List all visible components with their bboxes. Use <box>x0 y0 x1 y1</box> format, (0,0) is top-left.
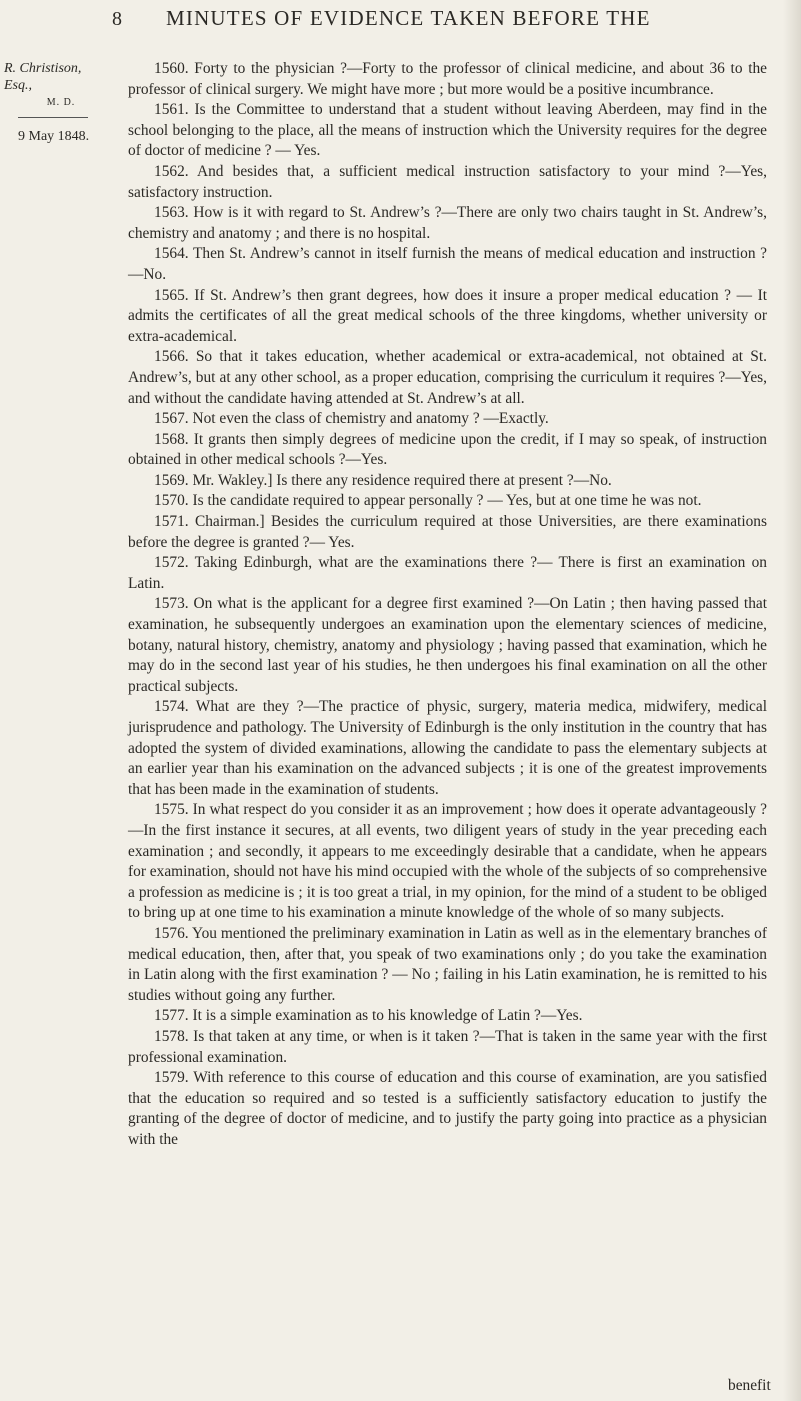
margin-note <box>4 60 104 145</box>
question-1577: 1577. It is a simple examination as to his knowledge of Latin ?—Yes. <box>154 1007 583 1025</box>
question-1576: 1576. You mentioned the preliminary examination in Latin as well as in the elementary branches of medical education, then, after that, you speak of two examinations only ; do you take the examination in Latin along with the first examination ? — No ; failing in his Latin examination, he is remitted to his studies without going any further. <box>128 924 767 1004</box>
question-1575: 1575. In what respect do you consider it as an improvement ; how does it operate advantageously ?—In the first instance it secures, at all events, two diligent years of study in the year preceding each examination ; and secondly, it appears to me exceedingly desirable that a candidate, when he appears for examination, should not have his mind occupied with the whole of the subjects of so comprehensive a profession as medicine is ; it is too great a trial, in my opinion, for the mind of a student to be obliged to bring up at one time to his examination a minute knowledge of the whole of so many subjects. <box>128 801 767 922</box>
question-1564: 1564. Then St. Andrew’s cannot in itself furnish the means of medical education and instruction ?—No. <box>128 245 767 283</box>
evidence-date: 9 May 1848. <box>18 129 90 144</box>
running-head: MINUTES OF EVIDENCE TAKEN BEFORE THE <box>166 6 651 30</box>
margin-divider <box>18 117 88 118</box>
question-1566: 1566. So that it takes education, whether academical or extra-academical, not obtained at St. Andrew’s, but at any other school, as a proper education, comprising the curriculum it requires ?—Yes, and without the candidate having attended at St. Andrew’s at all. <box>128 348 767 407</box>
question-1562: 1562. And besides that, a sufficient medical instruction satisfactory to your mind ?—Yes, satisfactory instruction. <box>128 162 767 201</box>
question-1561: 1561. Is the Committee to understand that a student without leaving Aberdeen, may find in the school belonging to the place, all the means of instruction which the University requires for the degree of doctor of medicine ? — Yes. <box>128 101 767 160</box>
question-1565: 1565. If St. Andrew’s then grant degrees, how does it insure a proper medical education ? — It admits the certificates of all the great medical schools of the three kingdoms, whether university or extra-academical. <box>128 286 767 345</box>
question-1571: 1571. Chairman.] Besides the curriculum required at those Universities, are there examinations before the degree is granted ?— Yes. <box>128 513 767 551</box>
evidence-body <box>128 59 767 1150</box>
question-1560: 1560. Forty to the physician ?—Forty to the professor of clinical medicine, and about 36 to the professor of clinical surgery. We might have more ; but more would be a positive incumbrance. <box>128 60 767 98</box>
page-number: 8 <box>112 8 122 30</box>
question-1567: 1567. Not even the class of chemistry and anatomy ? —Exactly. <box>154 410 549 428</box>
question-1572: 1572. Taking Edinburgh, what are the examinations there ?— There is first an examination on Latin. <box>128 554 767 592</box>
page-header <box>0 6 801 36</box>
witness-name: R. Christison, Esq., <box>4 61 82 93</box>
question-1563: 1563. How is it with regard to St. Andrew’s ?—There are only two chairs taught in St. Andrew’s, chemistry and anatomy ; and there is no hospital. <box>128 204 767 242</box>
question-1568: 1568. It grants then simply degrees of medicine upon the credit, if I may so speak, of instruction obtained in other medical schools ?—Yes. <box>128 430 767 469</box>
question-1574: 1574. What are they ?—The practice of physic, surgery, materia medica, midwifery, medical jurisprudence and pathology. The University of Edinburgh is the only institution in the country that has adopted the system of divided examinations, allowing the candidate to pass the elementary subjects at an earlier year than his examination on the advanced subjects ; it is one of the greatest improvements that has been made in the examination of students. <box>128 698 767 798</box>
question-1570: 1570. Is the candidate required to appear personally ? — Yes, but at one time he was not. <box>154 492 702 510</box>
witness-degree: M. D. <box>46 97 76 108</box>
question-1573: 1573. On what is the applicant for a degree first examined ?—On Latin ; then having passed that examination, he subsequently undergoes an examination upon the elementary sciences of medicine, botany, natural history, chemistry, anatomy and physiology ; having passed that examination, which he may do in the second last year of his studies, he then undergoes his final examination on all the other practical subjects. <box>128 595 767 695</box>
catchword: benefit <box>728 1377 771 1394</box>
question-1569: 1569. Mr. Wakley.] Is there any residence required there at present ?—No. <box>154 471 612 489</box>
question-1578: 1578. Is that taken at any time, or when is it taken ?—That is taken in the same year with the first professional examination. <box>128 1027 767 1066</box>
page-edge-shadow <box>783 0 801 1401</box>
question-1579: 1579. With reference to this course of education and this course of examination, are you satisfied that the education so required and so tested is a sufficiently satisfactory education to justify the granting of the degree of doctor of medicine, and to justify the party going into practice as a physician with the <box>128 1069 767 1148</box>
